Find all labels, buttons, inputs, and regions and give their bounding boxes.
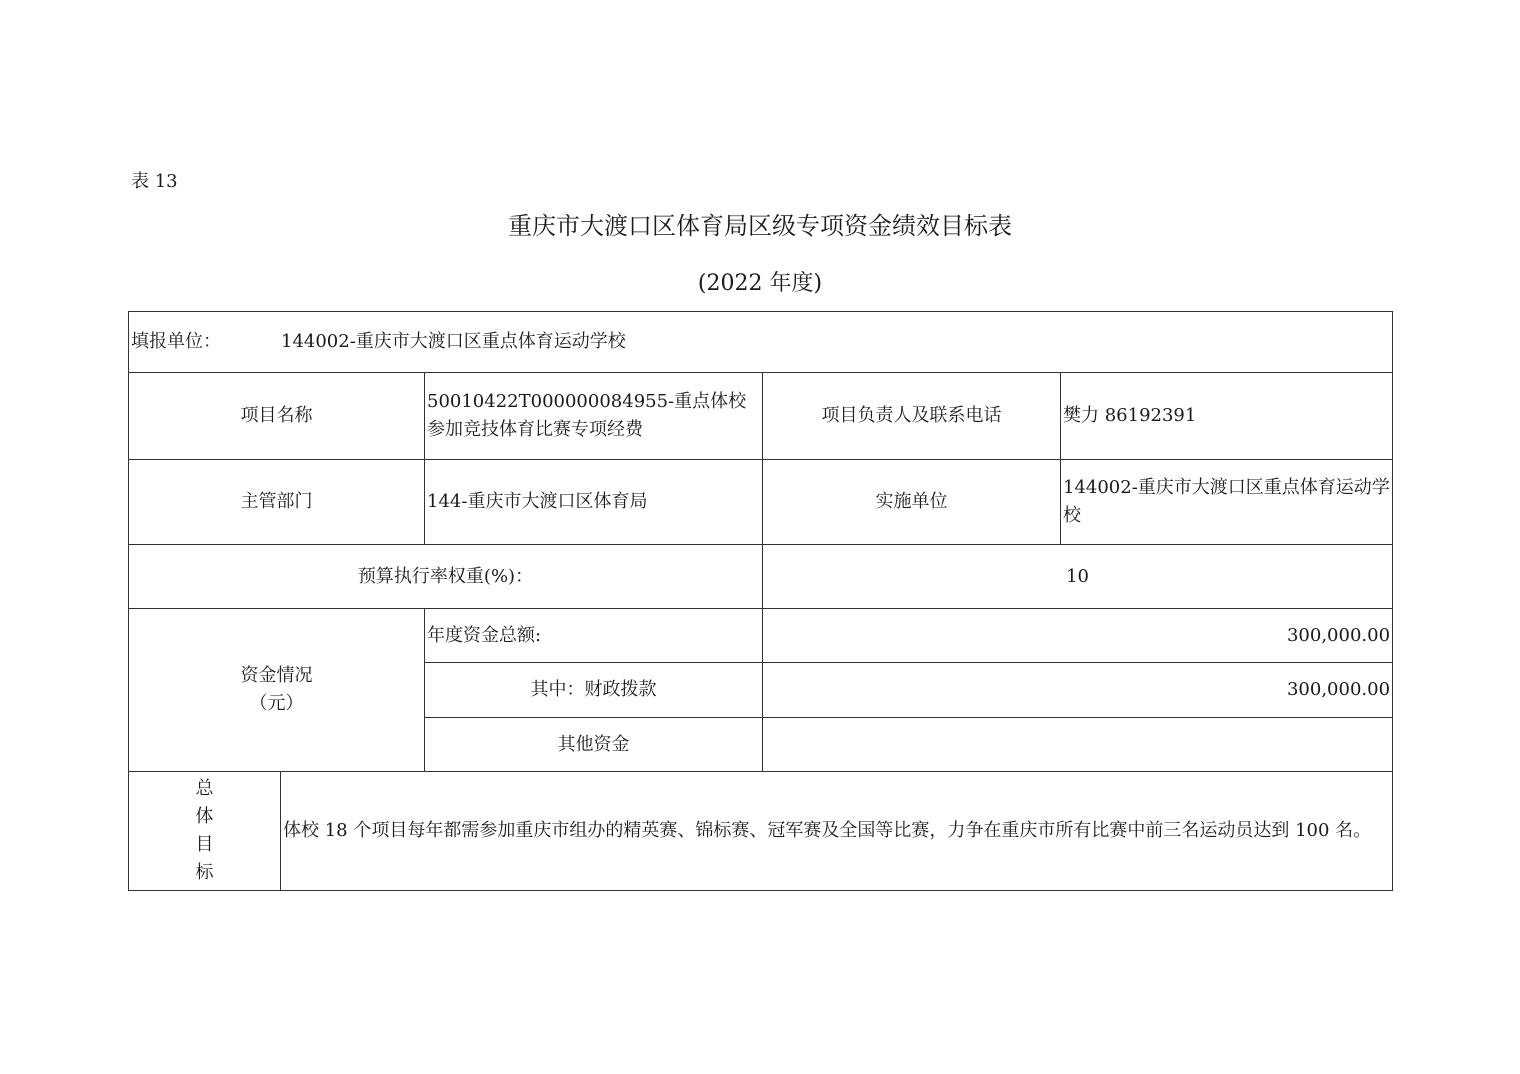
annual-total-row xyxy=(129,609,1393,663)
budget-weight-row xyxy=(129,545,1393,609)
contact-label: 项目负责人及联系电话 xyxy=(763,373,1061,460)
annual-total-value: 300,000.00 xyxy=(763,609,1393,663)
other-value xyxy=(763,718,1393,772)
dept-value: 144-重庆市大渡口区体育局 xyxy=(425,460,763,545)
reporting-unit-value: 144002-重庆市大渡口区重点体育运动学校 xyxy=(281,331,626,352)
goal-label-char: 标 xyxy=(195,862,214,883)
document-subtitle: (2022 年度) xyxy=(697,271,823,296)
goal-label-char: 目 xyxy=(195,834,214,855)
other-label: 其他资金 xyxy=(425,718,763,772)
project-name-label: 项目名称 xyxy=(129,373,425,460)
impl-label: 实施单位 xyxy=(763,460,1061,545)
overall-goal-row xyxy=(129,772,1393,891)
fiscal-label: 其中：财政拨款 xyxy=(425,663,763,718)
annual-total-label: 年度资金总额: xyxy=(425,609,763,663)
budget-weight-value: 10 xyxy=(763,545,1393,609)
funds-label-line2: （元） xyxy=(249,693,304,714)
project-name-row xyxy=(129,373,1393,460)
reporting-unit-cell xyxy=(129,312,1393,373)
reporting-unit-label: 填报单位： xyxy=(131,331,221,352)
budget-weight-label: 预算执行率权重(%)： xyxy=(129,545,763,609)
fiscal-value: 300,000.00 xyxy=(763,663,1393,718)
department-row xyxy=(129,460,1393,545)
goal-label-char: 体 xyxy=(195,806,214,827)
goal-label xyxy=(129,772,281,891)
contact-value: 樊力 86192391 xyxy=(1061,373,1393,460)
goal-label-char: 总 xyxy=(195,778,214,799)
dept-label: 主管部门 xyxy=(129,460,425,545)
impl-value: 144002-重庆市大渡口区重点体育运动学校 xyxy=(1061,460,1393,545)
reporting-unit-row xyxy=(129,312,1393,373)
goal-value: 体校 18 个项目每年都需参加重庆市组办的精英赛、锦标赛、冠军赛及全国等比赛，力争在重庆市所有比赛中前三名运动员达到 100 名。 xyxy=(281,772,1393,891)
funds-label-line1: 资金情况 xyxy=(240,665,313,686)
table-number: 表 13 xyxy=(131,171,178,192)
project-name-value: 50010422T000000084955-重点体校参加竞技体育比赛专项经费 xyxy=(425,373,763,460)
performance-target-table xyxy=(128,311,1393,891)
funds-label xyxy=(129,609,425,772)
document-title: 重庆市大渡口区体育局区级专项资金绩效目标表 xyxy=(508,212,1012,240)
